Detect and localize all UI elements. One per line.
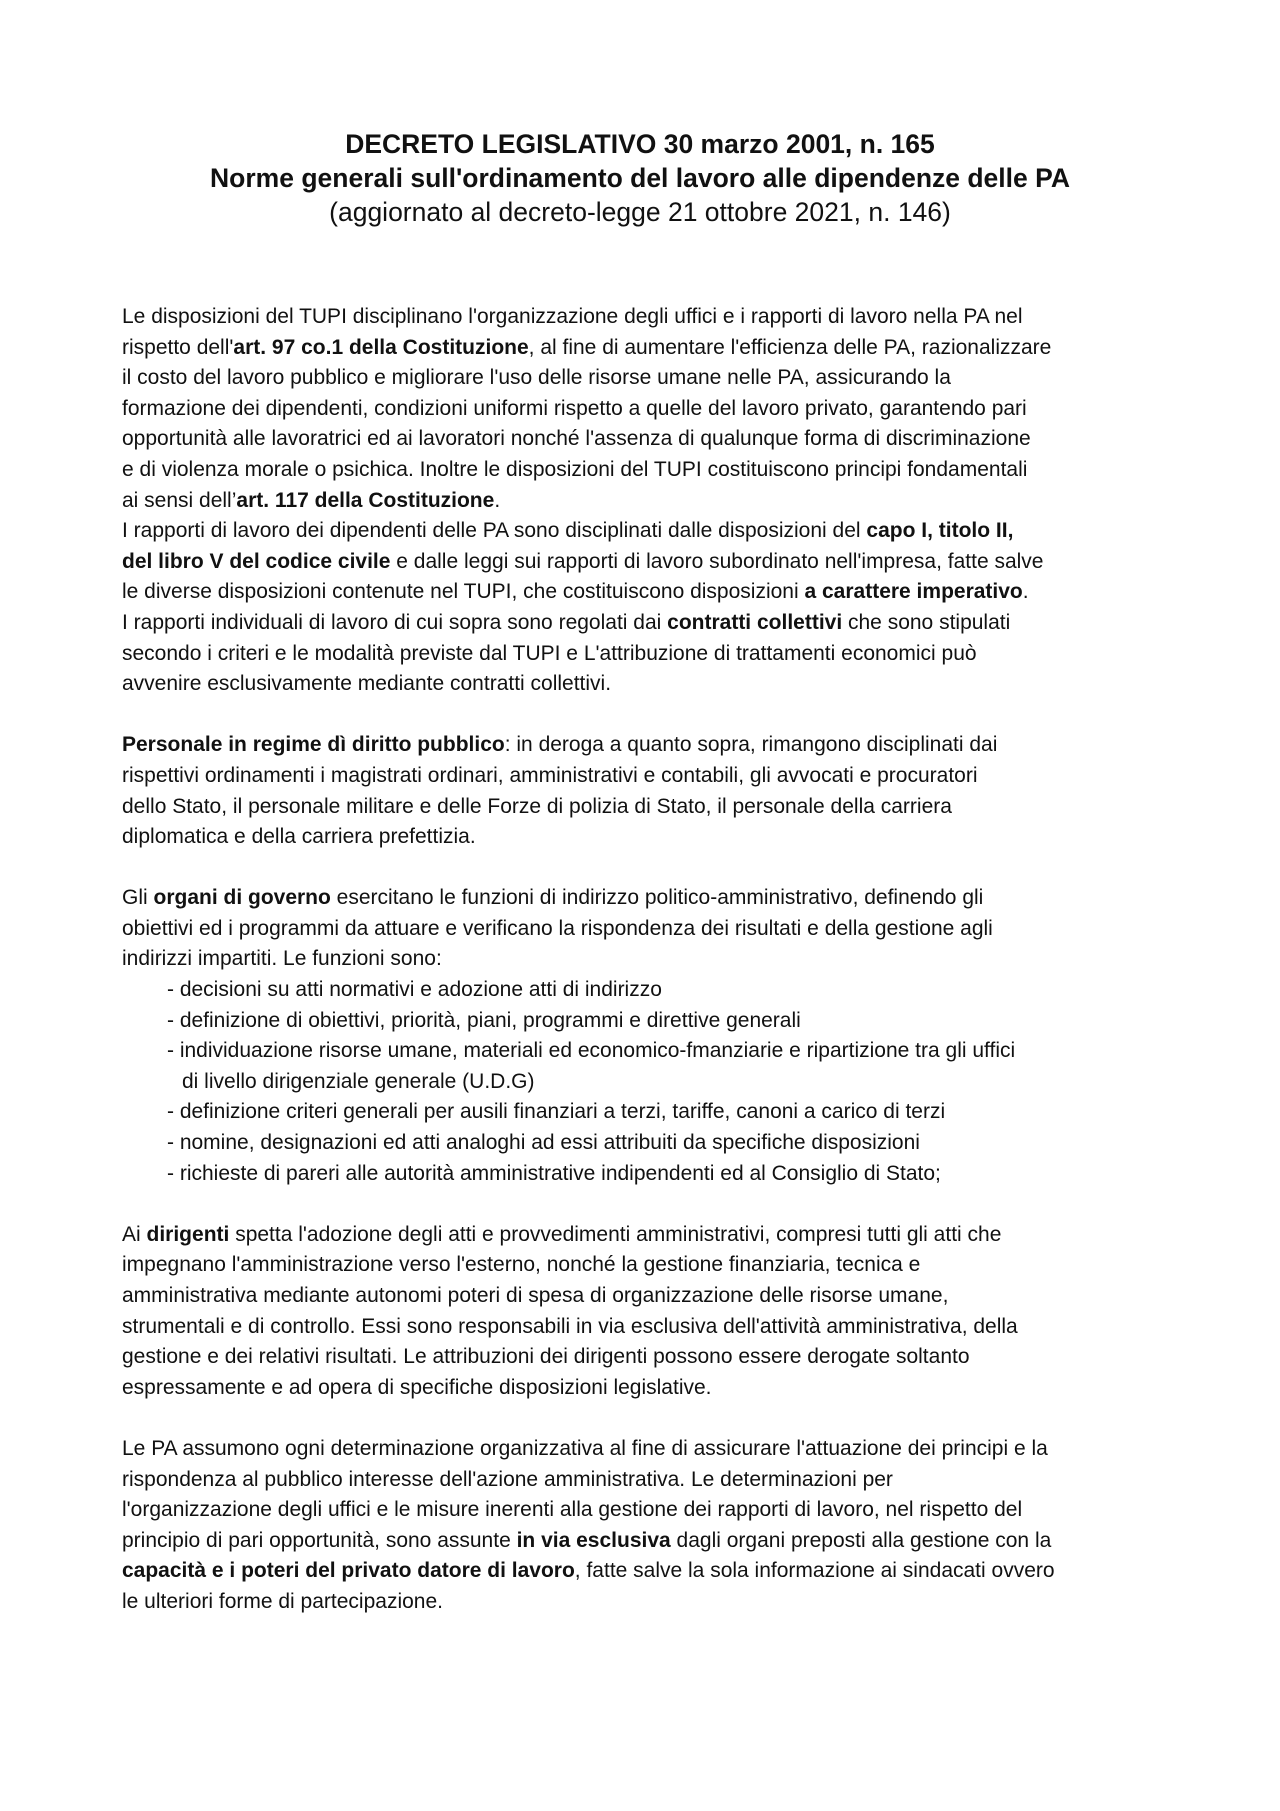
list-item: - nomine, designazioni ed atti analoghi ad essi attribuiti da specifiche disposizioni [167,1131,920,1155]
bold-reference: art. 117 della Costituzione [236,488,495,512]
paragraph-governing-bodies [122,883,1162,1189]
list-item: - individuazione risorse umane, materiali ed economico-fmanziarie e ripartizione tra gli uffici [167,1039,1016,1063]
paragraph-organizational-decisions [122,1434,1162,1618]
text-line: gestione e dei relativi risultati. Le attribuzioni dei dirigenti possono essere derogate soltanto [122,1345,970,1369]
paragraph-spacer [122,1403,1162,1434]
text-line: capacità e i poteri del privato datore di lavoro, fatte salve la sola informazione ai sindacati ovvero [122,1559,1055,1583]
text-line: amministrativa mediante autonomi poteri di spesa di organizzazione delle risorse umane, [122,1284,949,1307]
functions-list [122,975,1162,1189]
text-line: il costo del lavoro pubblico e migliorare l'uso delle risorse umane nelle PA, assicurando la [122,366,951,390]
document-header [0,127,1280,229]
document-body [122,302,1162,1618]
text-line: obiettivi ed i programmi da attuare e verificano la rispondenza dei risultati e della gestione agli [122,916,993,940]
text-line: principio di pari opportunità, sono assunte in via esclusiva dagli organi preposti alla gestione con la [122,1528,1052,1552]
bold-term: in via esclusiva [516,1528,671,1552]
text-line: avvenire esclusivamente mediante contratti collettivi. [122,672,612,696]
text-line: rispetto dell'art. 97 co.1 della Costituzione, al fine di aumentare l'efficienza delle PA, razionalizzare [122,335,1052,359]
bold-term: organi di governo [153,886,331,910]
text-line: strumentali e di controllo. Essi sono responsabili in via esclusiva dell'attività amministrativa, della [122,1314,1018,1338]
text-line: I rapporti individuali di lavoro di cui sopra sono regolati dai contratti collettivi che sono stipulati [122,610,1011,634]
text-line: impegnano l'amministrazione verso l'esterno, nonché la gestione finanziaria, tecnica e [122,1253,921,1277]
text-line: le ulteriori forme di partecipazione. [122,1589,443,1613]
text-line: I rapporti di lavoro dei dipendenti delle PA sono disciplinati dalle disposizioni del capo I, titolo II, [122,519,1014,543]
list-item: - richieste di pareri alle autorità amministrative indipendenti ed al Consiglio di Stato; [167,1161,941,1185]
text-line: espressamente e ad opera di specifiche disposizioni legislative. [122,1375,712,1399]
paragraph-spacer [122,853,1162,884]
bold-term: contratti collettivi [667,610,843,634]
paragraph-managers [122,1220,1162,1404]
text-line: rispondenza al pubblico interesse dell'azione amministrativa. Le determinazioni per [122,1467,893,1491]
list-item: - decisioni su atti normativi e adozione atti di indirizzo [167,978,662,1002]
text-line: formazione dei dipendenti, condizioni uniformi rispetto a quelle del lavoro privato, garantendo pari [122,396,1027,420]
paragraph-tupi [122,302,1162,700]
paragraph-public-law-staff [122,730,1162,852]
text-line: diplomatica e della carriera prefettizia. [122,825,476,849]
list-item-continuation: di livello dirigenziale generale (U.D.G) [182,1069,535,1093]
bold-reference: art. 97 co.1 della Costituzione [233,335,529,359]
bold-term: dirigenti [146,1222,230,1246]
text-line: l'organizzazione degli uffici e le misure inerenti alla gestione dei rapporti di lavoro, nel rispetto del [122,1498,1023,1522]
paragraph-spacer [122,1189,1162,1220]
text-line: del libro V del codice civile e dalle leggi sui rapporti di lavoro subordinato nell'impresa, fatte salve [122,549,1044,573]
text-line: e di violenza morale o psichica. Inoltre le disposizioni del TUPI costituiscono principi fondamentali [122,457,1028,481]
text-line: Personale in regime dì diritto pubblico: in deroga a quanto sopra, rimangono disciplinati dai [122,733,998,757]
decree-update-note: (aggiornato al decreto-legge 21 ottobre 2021, n. 146) [329,197,951,227]
text-line: Le PA assumono ogni determinazione organizzativa al fine di assicurare l'attuazione dei principi e la [122,1436,1048,1460]
bold-term: Personale in regime dì diritto pubblico [122,733,505,757]
text-line: Gli organi di governo esercitano le funzioni di indirizzo politico-amministrativo, definendo gli [122,886,984,910]
bold-reference: capo I, titolo II, [866,519,1014,543]
list-item: - definizione criteri generali per ausili finanziari a terzi, tariffe, canoni a carico di terzi [167,1100,946,1124]
bold-term: capacità e i poteri del privato datore di lavoro [122,1559,575,1583]
decree-subtitle: Norme generali sull'ordinamento del lavoro alle dipendenze delle PA [210,163,1070,193]
text-line: indirizzi impartiti. Le funzioni sono: [122,947,442,971]
list-item: - definizione di obiettivi, priorità, piani, programmi e direttive generali [167,1008,801,1032]
paragraph-spacer [122,700,1162,731]
text-line: ai sensi dell’art. 117 della Costituzione. [122,488,501,512]
bold-reference: del libro V del codice civile [122,549,391,573]
text-line: le diverse disposizioni contenute nel TUPI, che costituiscono disposizioni a carattere imperativo. [122,580,1029,604]
text-line: Le disposizioni del TUPI disciplinano l'organizzazione degli uffici e i rapporti di lavoro nella PA nel [122,305,1023,328]
decree-title: DECRETO LEGISLATIVO 30 marzo 2001, n. 165 [345,129,935,159]
text-line: Ai dirigenti spetta l'adozione degli atti e provvedimenti amministrativi, compresi tutti gli atti che [122,1222,1002,1246]
text-line: rispettivi ordinamenti i magistrati ordinari, amministrativi e contabili, gli avvocati e procuratori [122,763,978,787]
text-line: dello Stato, il personale militare e delle Forze di polizia di Stato, il personale della carriera [122,794,952,818]
text-line: secondo i criteri e le modalità previste dal TUPI e L'attribuzione di trattamenti economici può [122,641,977,665]
bold-term: a carattere imperativo [804,580,1023,604]
text-line: opportunità alle lavoratrici ed ai lavoratori nonché l'assenza di qualunque forma di discriminazione [122,427,1031,451]
